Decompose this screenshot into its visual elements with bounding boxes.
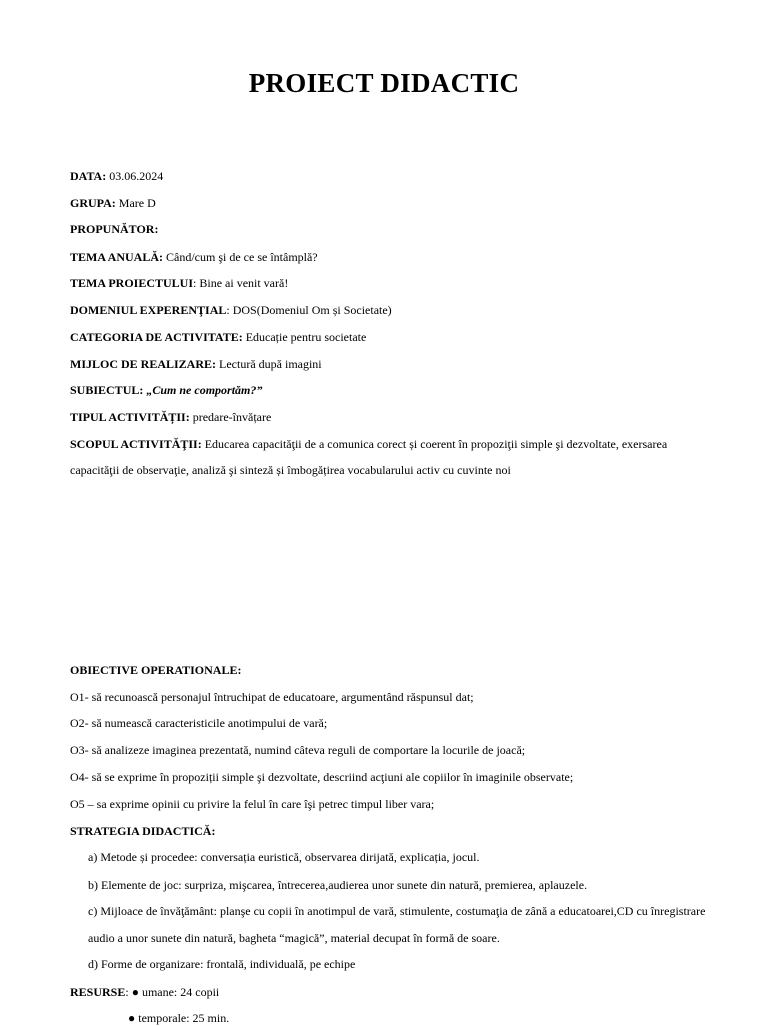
field-label: SCOPUL ACTIVITĂŢII: [70,437,202,451]
field-subiectul [70,382,262,398]
strategia-item-b: b) Elemente de joc: surpriza, mişcarea, întrecerea,audierea unor sunete din natură, premierea, aplauzele. [88,878,588,892]
field-value: : Bine ai venit vară! [193,276,289,290]
field-scopul-cont: capacităţii de observaţie, analiză şi sinteză și îmbogățirea vocabularului activ cu cuvinte noi [70,463,511,477]
resurse-label: RESURSE [70,985,126,999]
obiective-heading: OBIECTIVE OPERATIONALE: [70,663,242,677]
field-label: TEMA PROIECTULUI [70,276,194,290]
field-grupa [70,195,156,211]
strategia-heading: STRATEGIA DIDACTICĂ: [70,824,216,838]
field-domeniul [70,302,392,318]
field-label: SUBIECTUL: [70,383,144,397]
field-value: 03.06.2024 [106,169,164,183]
strategia-item-a: a) Metode și procedee: conversația euristică, observarea dirijată, explicația, jocul. [88,850,480,864]
field-propunator [70,221,158,237]
field-value: Mare D [115,196,156,210]
page-title: PROIECT DIDACTIC [248,68,520,98]
field-label: PROPUNĂTOR: [70,222,159,236]
field-value: „Cum ne comportăm?” [143,383,263,397]
field-tipul [70,409,271,425]
field-tema-anuala [70,249,318,265]
field-label: DOMENIUL EXPERENŢIAL [70,303,227,317]
field-categoria [70,329,366,345]
field-tema-proiectului [70,275,288,291]
obiectiv-item: O5 – sa exprime opinii cu privire la felul în care îşi petrec timpul liber vara; [70,797,435,811]
field-scopul [70,436,667,452]
field-label: CATEGORIA DE ACTIVITATE: [70,330,243,344]
field-data [70,168,163,184]
obiectiv-item: O2- să numească caracteristicile anotimpului de vară; [70,716,328,730]
resurse-temporale: ● temporale: 25 min. [128,1011,230,1025]
field-label: DATA: [70,169,107,183]
field-label: MIJLOC DE REALIZARE: [70,357,217,371]
field-value: Lectură după imagini [216,357,322,371]
strategia-item-c-cont: audio a unor sunete din natură, bagheta “magică”, material decupat în formă de soare. [88,931,500,945]
field-label: TIPUL ACTIVITĂȚII: [70,410,190,424]
resurse-line [70,984,219,1000]
field-value: Educație pentru societate [242,330,367,344]
obiectiv-item: O1- să recunoască personajul întruchipat de educatoare, argumentând răspunsul dat; [70,690,474,704]
field-mijloc [70,356,322,372]
obiectiv-item: O4- să se exprime în propoziții simple şi dezvoltate, descriind acţiuni ale copiilor în imaginile observate; [70,770,574,784]
obiectiv-item: O3- să analizeze imaginea prezentată, numind câteva reguli de comportare la locurile de joacă; [70,743,526,757]
field-value: Când/cum şi de ce se întâmplă? [163,250,318,264]
field-value: predare-învățare [189,410,272,424]
field-label: GRUPA: [70,196,116,210]
strategia-item-c: c) Mijloace de învăţământ: planşe cu copii în anotimpul de vară, stimulente, costumaţia de zână a educatoarei,CD cu înregistrare [88,904,706,918]
field-value: Educarea capacităţii de a comunica corect și coerent în propoziţii simple şi dezvoltate, exersarea [201,437,668,451]
strategia-item-d: d) Forme de organizare: frontală, individuală, pe echipe [88,957,356,971]
field-value: : DOS(Domeniul Om și Societate) [226,303,392,317]
field-label: TEMA ANUALĂ: [70,250,164,264]
resurse-umane: : ● umane: 24 copii [125,985,220,999]
